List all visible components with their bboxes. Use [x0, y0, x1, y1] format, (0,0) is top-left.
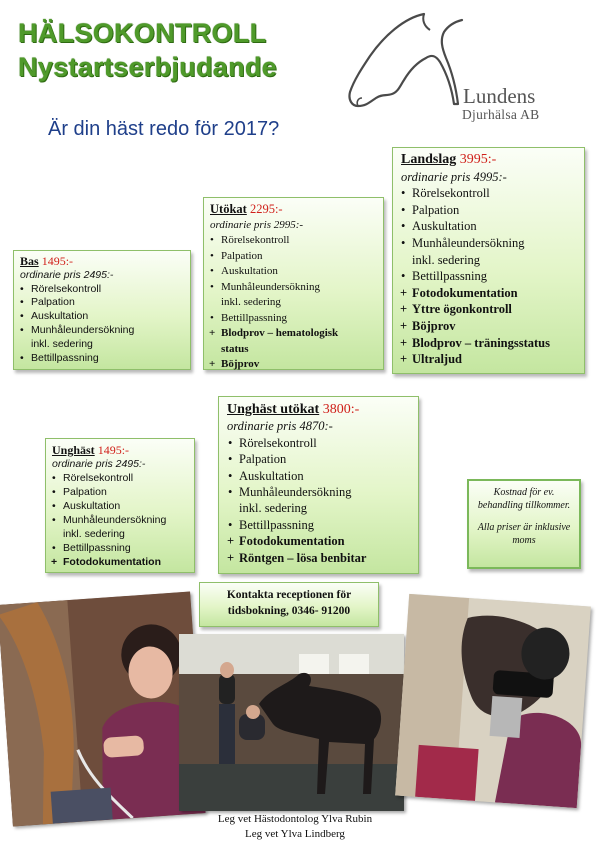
ordinary-price: ordinarie pris 2995:-: [210, 218, 304, 231]
photo-horse-in-stable: [179, 634, 404, 811]
note-treatment: Kostnad för ev. behandling tillkommer.: [477, 487, 571, 511]
extra-item: + Fotodokumentation: [412, 285, 584, 302]
list-item-continuation: inkl. sedering: [31, 337, 93, 350]
package-name: Utökat: [210, 202, 247, 216]
list-item-continuation: inkl. sedering: [63, 528, 125, 540]
list-item: • Auskultation: [412, 218, 584, 235]
list-item-continuation: inkl. sedering: [239, 501, 308, 516]
list-item: • Munhåleundersökning: [221, 280, 383, 296]
package-name: Unghäst utökat: [227, 402, 320, 417]
package-bas: [13, 250, 191, 370]
list-item: • Rörelsekontroll: [221, 233, 383, 249]
photo-horse-dental-exam: [395, 594, 591, 808]
list-item: • Munhåleundersökning: [412, 235, 584, 252]
package-name: Landslag: [401, 152, 457, 167]
list-item: • Bettillpassning: [31, 352, 190, 366]
contact-phone: tidsbokning, 0346- 91200: [227, 605, 351, 617]
extra-item-continuation: status: [221, 342, 249, 355]
list-item: • Palpation: [63, 485, 194, 499]
extra-item: + Böjprov: [221, 357, 383, 373]
extra-item: + Blodprov – träningsstatus: [412, 335, 584, 352]
list-item: • Bettillpassning: [239, 517, 418, 533]
list-item-continuation: inkl. sedering: [412, 252, 481, 267]
package-price: 1495:-: [41, 254, 74, 268]
page-subtitle: Nystartserbjudande: [18, 52, 277, 82]
list-item: • Palpation: [221, 249, 383, 265]
ordinary-price: ordinarie pris 4995:-: [401, 169, 507, 184]
list-item: • Auskultation: [221, 264, 383, 280]
logo-name: Lundens: [463, 84, 536, 108]
extra-item: + Ultraljud: [412, 351, 584, 368]
package-name: Bas: [20, 254, 39, 268]
price-note-box: [467, 479, 581, 569]
ordinary-price: ordinarie pris 4870:-: [227, 419, 333, 434]
note-vat: Alla priser är inklusive moms: [477, 522, 571, 546]
list-item: • Bettillpassning: [63, 541, 194, 555]
extra-item: + Blodprov – hematologisk: [221, 326, 383, 342]
package-utokat: [203, 197, 384, 370]
page-title: HÄLSOKONTROLL: [18, 18, 267, 48]
package-price: 3800:-: [322, 402, 360, 417]
extra-item: + Fotodokumentation: [63, 555, 194, 569]
package-unghast-utokat: [218, 396, 419, 574]
logo-subtitle: Djurhälsa AB: [462, 107, 540, 122]
package-landslag: [392, 147, 585, 374]
list-item: • Auskultation: [239, 468, 418, 484]
contact-box: [199, 582, 379, 627]
list-item: • Rörelsekontroll: [31, 283, 190, 297]
credits: [180, 812, 410, 842]
list-item: • Rörelsekontroll: [239, 435, 418, 451]
headline-question: Är din häst redo för 2017?: [48, 118, 280, 140]
list-item: • Auskultation: [63, 499, 194, 513]
list-item: • Auskultation: [31, 310, 190, 324]
contact-line: Kontakta receptionen för: [226, 589, 352, 601]
list-item: • Munhåleundersökning: [63, 513, 194, 527]
extra-item: + Yttre ögonkontroll: [412, 301, 584, 318]
list-item: • Munhåleundersökning: [31, 324, 190, 338]
package-price: 3995:-: [459, 152, 497, 167]
credit-line: Leg vet Hästodontolog Ylva Rubin: [217, 813, 373, 825]
ordinary-price: ordinarie pris 2495:-: [20, 268, 114, 281]
ordinary-price: ordinarie pris 2495:-: [52, 458, 146, 470]
extra-item: + Fotodokumentation: [239, 533, 418, 549]
list-item: • Rörelsekontroll: [63, 471, 194, 485]
list-item: • Palpation: [412, 202, 584, 219]
package-price: 1495:-: [97, 443, 130, 457]
list-item: • Munhåleundersökning: [239, 484, 418, 500]
extra-item: + Röntgen – lösa benbitar: [239, 550, 418, 566]
photo-vet-examining-horse-leg: [0, 592, 206, 827]
package-name: Unghäst: [52, 443, 95, 457]
list-item-continuation: inkl. sedering: [221, 296, 281, 308]
list-item: • Palpation: [31, 296, 190, 310]
credit-line: Leg vet Ylva Lindberg: [245, 828, 345, 840]
list-item: • Rörelsekontroll: [412, 185, 584, 202]
package-price: 2295:-: [249, 202, 283, 216]
package-unghast: [45, 438, 195, 573]
list-item: • Bettillpassning: [221, 311, 383, 327]
list-item: • Palpation: [239, 451, 418, 467]
list-item: • Bettillpassning: [412, 268, 584, 285]
extra-item: + Böjprov: [412, 318, 584, 335]
